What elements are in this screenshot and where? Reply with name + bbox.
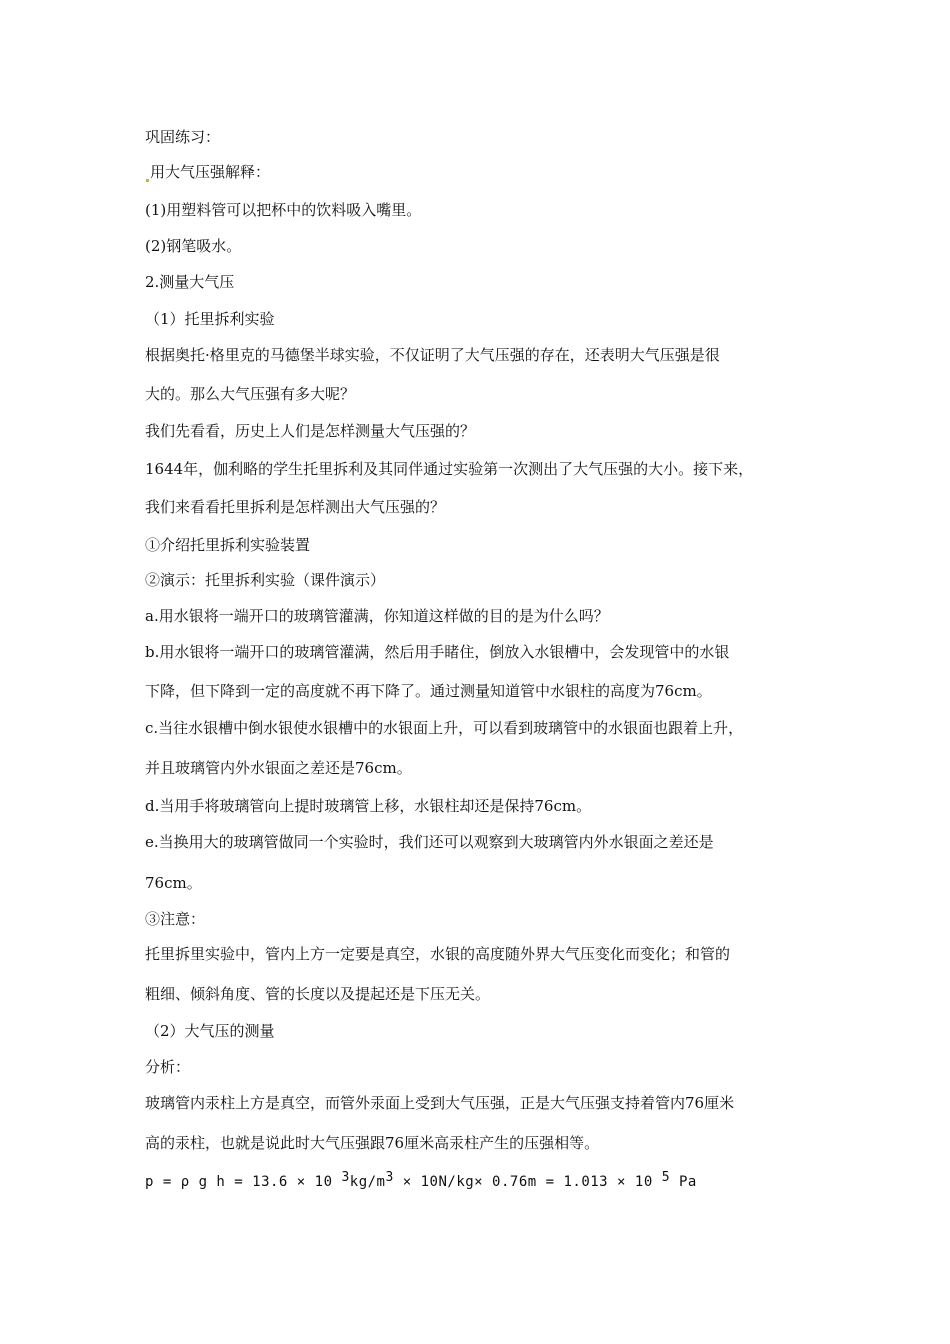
formula-exponent-2: 3 [385,1170,394,1185]
formula-part-4: Pa [670,1174,697,1190]
text-line-14: a.用水银将一端开口的玻璃管灌满，你知道这样做的目的是为什么吗？ [145,607,609,625]
formula-part-3: × 10N/kg× 0.76m = 1.013 × 10 [393,1174,662,1190]
text-line-3: (1)用塑料管可以把杯中的饮料吸入嘴里。 [145,201,422,219]
text-line-18: 并且玻璃管内外水银面之差还是76cm。 [145,759,412,777]
formula-part-1: p = ρ g h = 13.6 × 10 [145,1174,342,1190]
text-line-19: d.当用手将玻璃管向上提时玻璃管上移，水银柱却还是保持76cm。 [145,797,592,815]
text-line-6: （1）托里拆利实验 [145,310,275,328]
text-line-16: 下降，但下降到一定的高度就不再下降了。通过测量知道管中水银柱的高度为76cm。 [145,682,712,700]
text-line-1: 巩固练习： [145,128,221,146]
text-line-5: 2.测量大气压 [145,273,235,291]
text-line-21: 76cm。 [145,874,202,892]
formula-part-2: kg/m [349,1174,386,1190]
text-line-28: 高的汞柱，也就是说此时大气压强跟76厘米高汞柱产生的压强相等。 [145,1134,600,1152]
text-line-22: ③注意： [145,910,206,928]
text-line-7: 根据奥托·格里克的马德堡半球实验，不仅证明了大气压强的存在，还表明大气压强是很 [145,346,720,364]
formula-exponent-1: 3 [341,1170,350,1185]
formula-exponent-3: 5 [661,1170,671,1185]
text-line-12: ①介绍托里拆利实验装置 [145,536,311,554]
text-line-26: 分析： [145,1058,191,1076]
text-line-8: 大的。那么大气压强有多大呢？ [145,385,356,403]
pressure-formula [145,1172,697,1193]
text-line-17: c.当往水银槽中倒水银使水银槽中的水银面上升，可以看到玻璃管中的水银面也跟着上升， [145,719,744,737]
text-line-23: 托里拆里实验中，管内上方一定要是真空，水银的高度随外界大气压变化而变化；和管的 [145,945,731,963]
annotation-mark [146,179,149,182]
text-line-4: (2)钢笔吸水。 [145,237,242,255]
text-line-15: b.用水银将一端开口的玻璃管灌满，然后用手睹住，倒放入水银槽中，会发现管中的水银 [145,643,730,661]
text-line-24: 粗细、倾斜角度、管的长度以及提起还是下压无关。 [145,985,491,1003]
text-line-9: 我们先看看，历史上人们是怎样测量大气压强的？ [145,422,476,440]
text-line-11: 我们来看看托里拆利是怎样测出大气压强的？ [145,498,446,516]
text-line-27: 玻璃管内汞柱上方是真空，而管外汞面上受到大气压强，正是大气压强支持着管内76厘米 [145,1094,735,1112]
text-line-25: （2）大气压的测量 [145,1022,275,1040]
text-line-2: 用大气压强解释： [145,162,270,182]
text-line-10: 1644年，伽利略的学生托里拆利及其同伴通过实验第一次测出了大气压强的大小。接下来， [145,460,754,478]
text-line-13: ②演示：托里拆利实验（课件演示） [145,571,386,589]
text-line-20: e.当换用大的玻璃管做同一个实验时，我们还可以观察到大玻璃管内外水银面之差还是 [145,833,714,851]
